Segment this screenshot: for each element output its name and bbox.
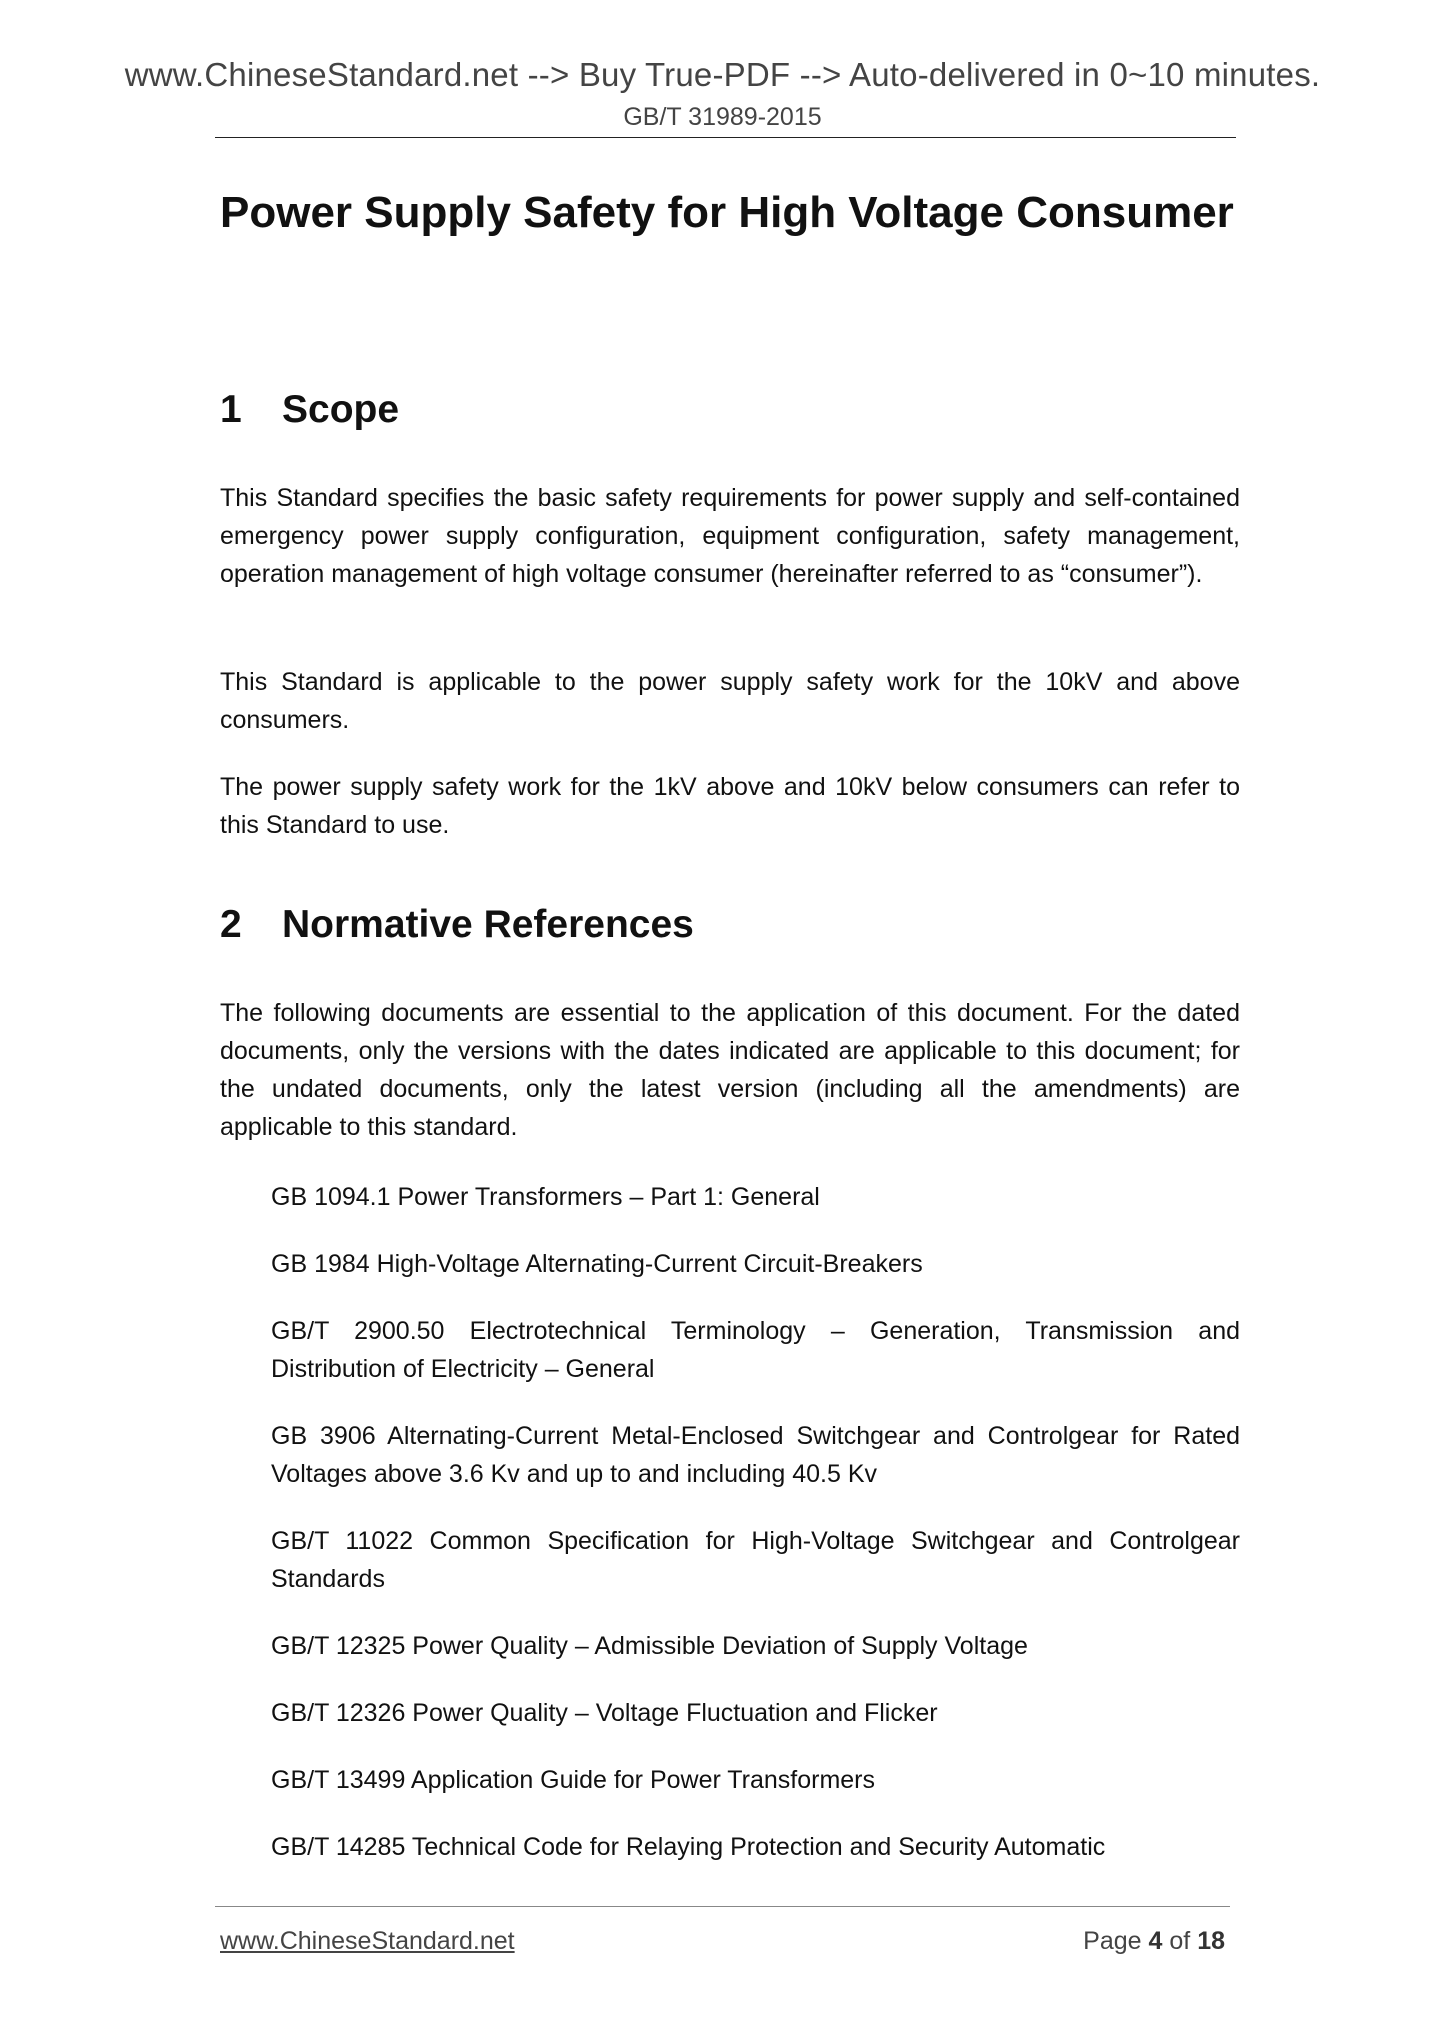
footer-divider <box>215 1906 1230 1907</box>
section-title: Normative References <box>282 903 694 946</box>
header-banner: www.ChineseStandard.net --> Buy True-PDF --> Auto-delivered in 0~10 minutes. <box>124 56 1321 93</box>
section-number: 1 <box>220 388 242 431</box>
total-pages-number: 18 <box>1197 1927 1225 1955</box>
section-heading-normative-references <box>220 903 694 947</box>
paragraph: This Standard specifies the basic safety requirements for power supply and self-contained emergency power supply configuration, equipment configuration, safety management, operation management of high voltage consumer (hereinafter referred to as “consumer”). <box>220 484 1240 588</box>
standard-number: GB/T 31989-2015 <box>623 103 822 131</box>
reference-item: GB/T 14285 Technical Code for Relaying Protection and Security Automatic <box>271 1833 1106 1861</box>
page-of-word: of <box>1169 1927 1191 1955</box>
paragraph: This Standard is applicable to the power supply safety work for the 10kV and above consumers. <box>220 668 1240 734</box>
reference-item: GB/T 12326 Power Quality – Voltage Fluctuation and Flicker <box>271 1699 938 1727</box>
paragraph: The following documents are essential to the application of this document. For the dated documents, only the versions with the dates indicated are applicable to this document; for the undated documents, only the latest version (including all the amendments) are applicable to this standard. <box>220 999 1240 1141</box>
page-word: Page <box>1083 1927 1142 1955</box>
footer-website-link[interactable]: www.ChineseStandard.net <box>220 1927 515 1955</box>
current-page-number: 4 <box>1148 1927 1163 1955</box>
paragraph: The power supply safety work for the 1kV above and 10kV below consumers can refer to this Standard to use. <box>220 773 1240 839</box>
page-indicator <box>1083 1927 1225 1956</box>
header-divider <box>215 137 1236 138</box>
reference-item: GB 1984 High-Voltage Alternating-Current Circuit-Breakers <box>271 1250 923 1278</box>
section-number: 2 <box>220 903 242 946</box>
reference-item: GB/T 2900.50 Electrotechnical Terminology – Generation, Transmission and Distribution of Electricity – General <box>271 1317 1240 1383</box>
reference-item: GB 1094.1 Power Transformers – Part 1: General <box>271 1183 820 1211</box>
reference-item: GB/T 11022 Common Specification for High-Voltage Switchgear and Controlgear Standards <box>271 1527 1240 1593</box>
reference-item: GB/T 12325 Power Quality – Admissible Deviation of Supply Voltage <box>271 1632 1028 1660</box>
section-title: Scope <box>282 388 400 431</box>
document-title: Power Supply Safety for High Voltage Consumer <box>220 188 1234 237</box>
section-heading-scope <box>220 388 399 432</box>
reference-item: GB/T 13499 Application Guide for Power Transformers <box>271 1766 876 1794</box>
reference-item: GB 3906 Alternating-Current Metal-Enclosed Switchgear and Controlgear for Rated Voltages above 3.6 Kv and up to and including 40.5 Kv <box>271 1422 1240 1488</box>
